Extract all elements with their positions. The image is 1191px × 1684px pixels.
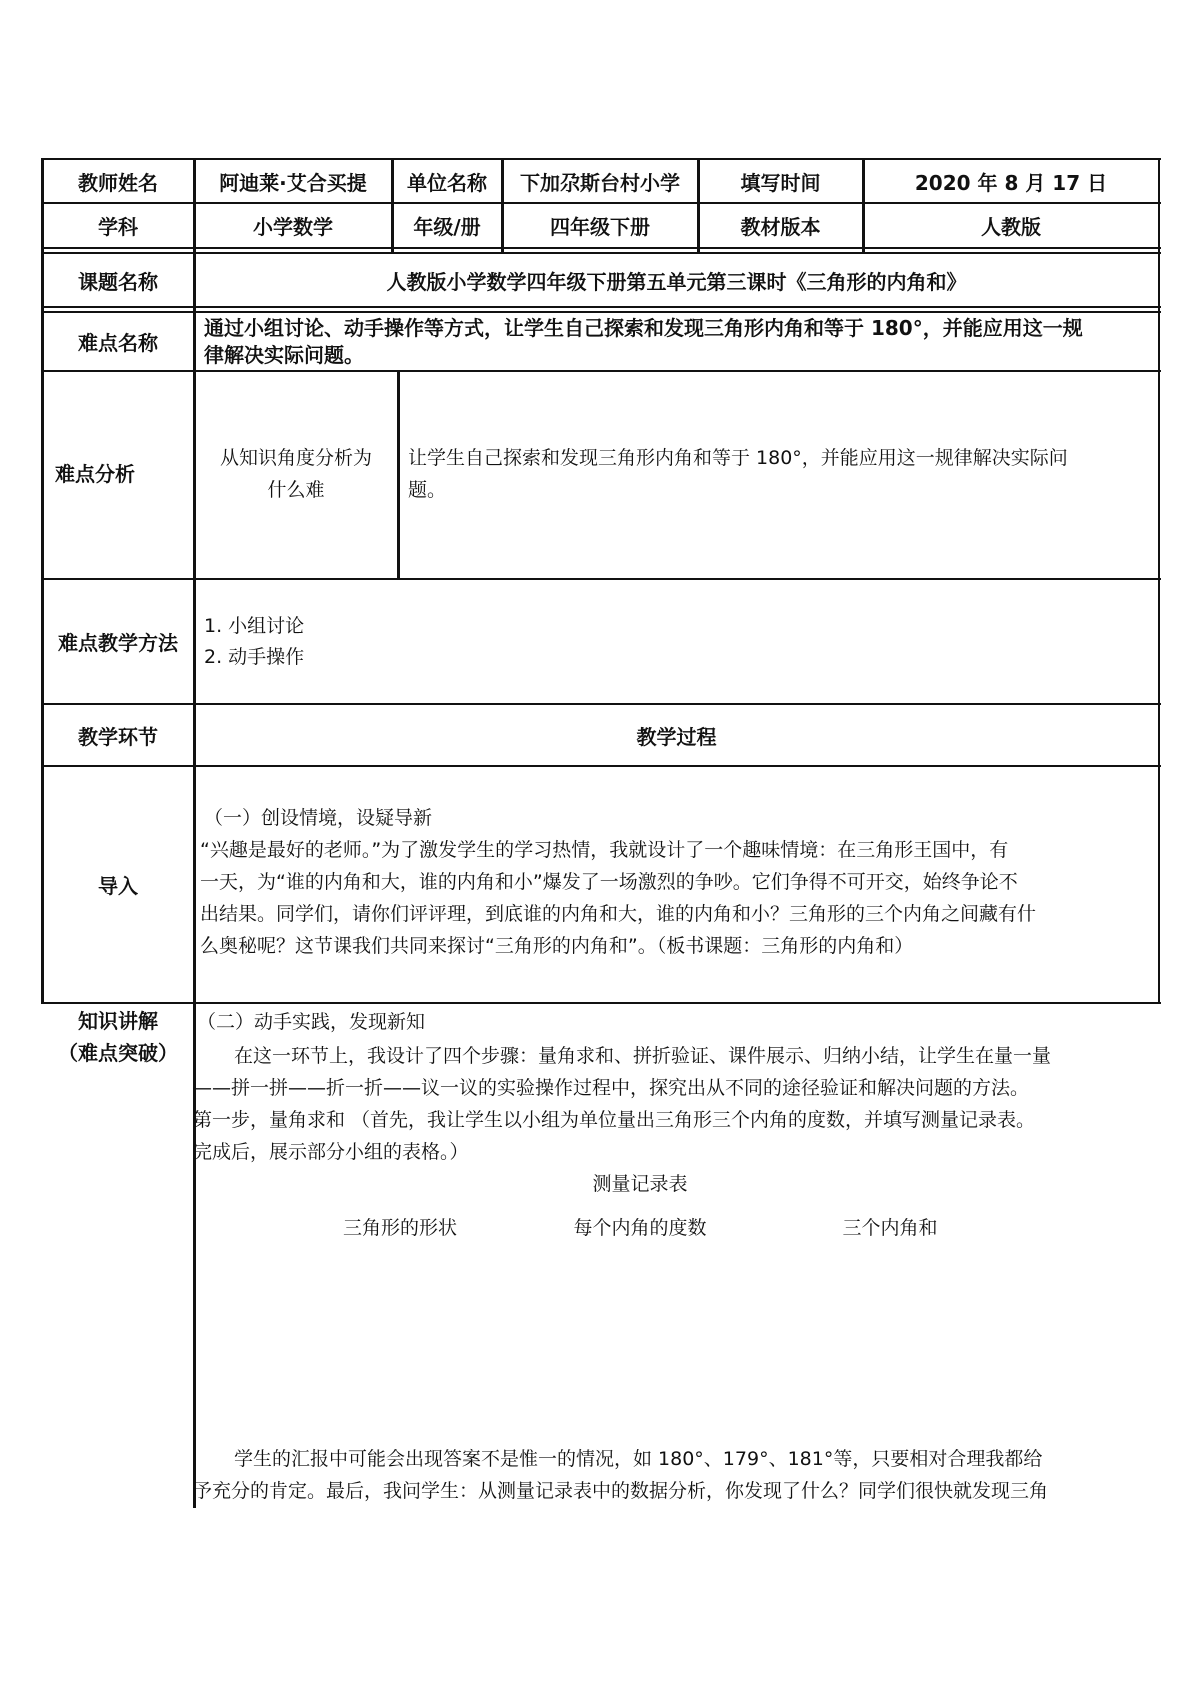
edition-value: 人教版 <box>981 215 1041 239</box>
difficulty-label: 难点名称 <box>78 331 158 355</box>
record-table-header-angles: 每个内角的度数 <box>573 1217 707 1239</box>
rule <box>41 765 1161 767</box>
unit-label: 单位名称 <box>407 170 487 195</box>
record-table-header-shape: 三角形的形状 <box>342 1217 457 1239</box>
analysis-sub-label-1: 从知识角度分析为 <box>219 447 372 469</box>
knowledge-heading: （二）动手实践，发现新知 <box>197 1011 426 1033</box>
knowledge-line-4: 完成后，展示部分小组的表格。） <box>193 1141 469 1163</box>
method-item-1: 1. 小组讨论 <box>204 615 305 637</box>
grade-label: 年级/册 <box>413 215 481 239</box>
process-title: 教学过程 <box>636 724 717 749</box>
intro-line-4: 么奥秘呢？这节课我们共同来探讨“三角形的内角和”。（板书课题：三角形的内角和） <box>200 935 914 957</box>
rule <box>41 578 1161 580</box>
rule <box>41 306 1161 308</box>
subject-label: 学科 <box>98 215 138 239</box>
analysis-line-1: 让学生自己探索和发现三角形内角和等于 180°，并能应用这一规律解决实际问 <box>408 447 1068 469</box>
analysis-label: 难点分析 <box>55 462 135 486</box>
subject-value: 小学数学 <box>253 215 333 239</box>
process-stage-label: 教学环节 <box>78 724 158 749</box>
analysis-sub-label-2: 什么难 <box>267 479 325 501</box>
rule <box>41 247 1161 249</box>
date-label: 填写时间 <box>740 170 821 195</box>
method-item-2: 2. 动手操作 <box>204 646 305 668</box>
knowledge-label-1: 知识讲解 <box>78 1009 158 1033</box>
knowledge-line-1: 在这一环节上，我设计了四个步骤：量角求和、拼折验证、课件展示、归纳小结，让学生在量一量 <box>234 1045 1052 1067</box>
rule <box>41 370 1161 372</box>
intro-line-1: “兴趣是最好的老师。”为了激发学生的学习热情，我就设计了一个趣味情境：在三角形王国中，有 <box>200 839 1009 861</box>
teacher-label: 教师姓名 <box>78 170 158 195</box>
record-table-header-sum: 三个内角和 <box>842 1217 938 1239</box>
difficulty-line-2: 律解决实际问题。 <box>204 343 364 367</box>
school-name: 下加尕斯台村小学 <box>520 170 680 195</box>
rule <box>397 370 400 578</box>
intro-line-3: 出结果。同学们，请你们评评理，到底谁的内角和大，谁的内角和小？三角形的三个内角之间藏有什 <box>200 903 1037 925</box>
knowledge-line-2: ——拼一拼——折一折——议一议的实验操作过程中，探究出从不同的途径验证和解决问题的方法。 <box>193 1077 1030 1099</box>
rule <box>193 158 196 1508</box>
intro-label: 导入 <box>98 874 138 898</box>
knowledge-label-2: （难点突破） <box>58 1041 178 1065</box>
knowledge-closing-line-2: 予充分的肯定。最后，我问学生：从测量记录表中的数据分析，你发现了什么？同学们很快就发现三角 <box>193 1480 1049 1502</box>
topic-value: 人教版小学数学四年级下册第五单元第三课时《三角形的内角和》 <box>386 269 967 294</box>
intro-heading: （一）创设情境，设疑导新 <box>204 807 433 829</box>
record-table-title: 测量记录表 <box>592 1173 688 1195</box>
difficulty-line-1: 通过小组讨论、动手操作等方式，让学生自己探索和发现三角形内角和等于 180°，并能应用这一规 <box>204 316 1083 340</box>
edition-label: 教材版本 <box>740 215 821 239</box>
topic-label: 课题名称 <box>78 269 158 294</box>
knowledge-closing-line-1: 学生的汇报中可能会出现答案不是惟一的情况，如 180°、179°、181°等，只要相对合理我都给 <box>234 1448 1043 1470</box>
fill-date: 2020 年 8 月 17 日 <box>914 170 1108 195</box>
grade-value: 四年级下册 <box>550 215 650 239</box>
intro-line-2: 一天，为“谁的内角和大，谁的内角和小”爆发了一场激烈的争吵。它们争得不可开交，始终争论不 <box>200 871 1018 893</box>
analysis-line-2: 题。 <box>408 479 447 501</box>
rule <box>1158 158 1160 1004</box>
rule <box>41 1002 1161 1004</box>
knowledge-line-3: 第一步，量角求和 （首先，我让学生以小组为单位量出三角形三个内角的度数，并填写测量记录表。 <box>193 1109 1036 1131</box>
method-label: 难点教学方法 <box>58 631 178 655</box>
teacher-name: 阿迪莱·艾合买提 <box>219 170 367 195</box>
